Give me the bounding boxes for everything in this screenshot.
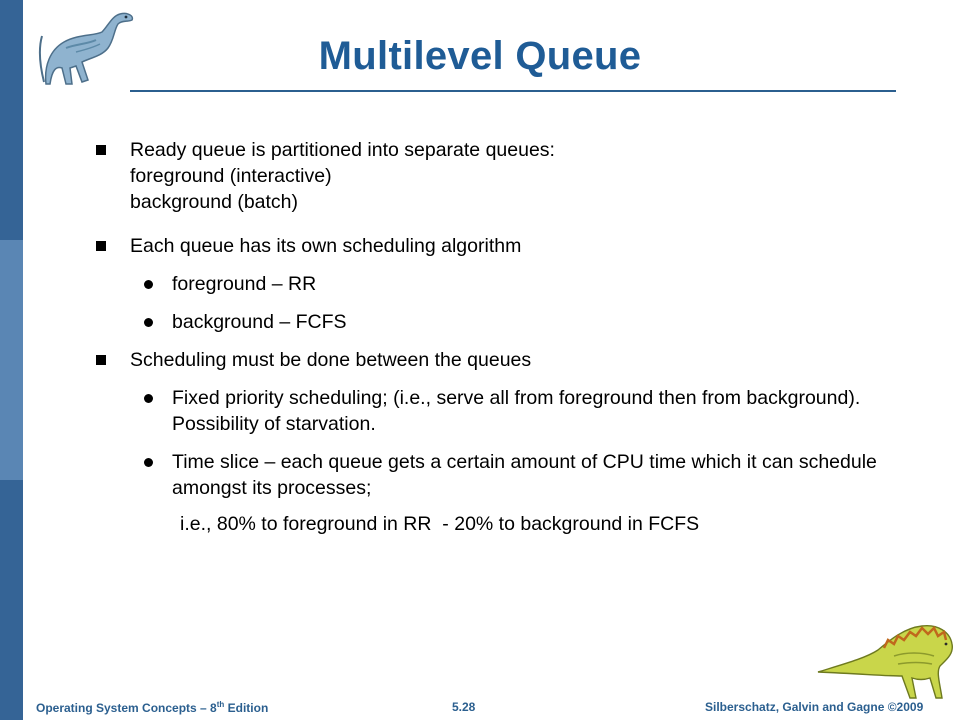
square-bullet-icon [96, 145, 106, 155]
bullet-1-line-2: foreground (interactive) [130, 165, 332, 187]
square-bullet-icon [96, 241, 106, 251]
bullet-1 [96, 137, 946, 215]
round-bullet-icon [144, 318, 153, 327]
sub-bullet-2-1-text: foreground – RR [172, 273, 317, 295]
square-bullet-icon [96, 355, 106, 365]
left-sidebar-bar [0, 0, 23, 720]
round-bullet-icon [144, 458, 153, 467]
footer-left-tail: Edition [224, 701, 269, 715]
footer-authors: Silberschatz, Galvin and Gagne ©2009 [705, 700, 924, 714]
example-note: i.e., 80% to foreground in RR - 20% to background in FCFS [180, 513, 700, 535]
round-bullet-icon [144, 394, 153, 403]
title-underline [130, 90, 896, 92]
bullet-2-text: Each queue has its own scheduling algorithm [130, 235, 522, 257]
sub-bullet-3-1 [96, 385, 932, 437]
sidebar-segment-middle [0, 240, 23, 480]
slide-title: Multilevel Queue [318, 34, 642, 78]
slide-content [96, 137, 946, 537]
sub-bullet-3-2 [96, 449, 942, 501]
sidebar-segment-bottom [0, 480, 23, 720]
bullet-1-line-3: background (batch) [130, 191, 299, 213]
sub-bullet-3-2-text: Time slice – each queue gets a certain amount of CPU time which it can schedule amongst its processes; [172, 451, 877, 499]
footer-page-number: 5.28 [452, 700, 476, 714]
bullet-1-text: Ready queue is partitioned into separate queues: [130, 139, 555, 161]
dinosaur-bottom-icon [814, 606, 960, 702]
bullet-2 [96, 233, 946, 259]
bullet-3 [96, 347, 946, 373]
sub-bullet-2-1 [96, 271, 946, 297]
footer-left-superscript: th [216, 700, 225, 709]
sub-bullet-2-2-text: background – FCFS [172, 311, 347, 333]
bullet-3-text: Scheduling must be done between the queues [130, 349, 532, 371]
footer-left-text: Operating System Concepts – 8 [36, 701, 217, 715]
round-bullet-icon [144, 280, 153, 289]
sub-bullet-3-1-text: Fixed priority scheduling; (i.e., serve all from foreground then from background). Possibility of starvation. [172, 387, 861, 435]
sub-bullet-2-2 [96, 309, 946, 335]
footer-book-title [36, 700, 268, 715]
